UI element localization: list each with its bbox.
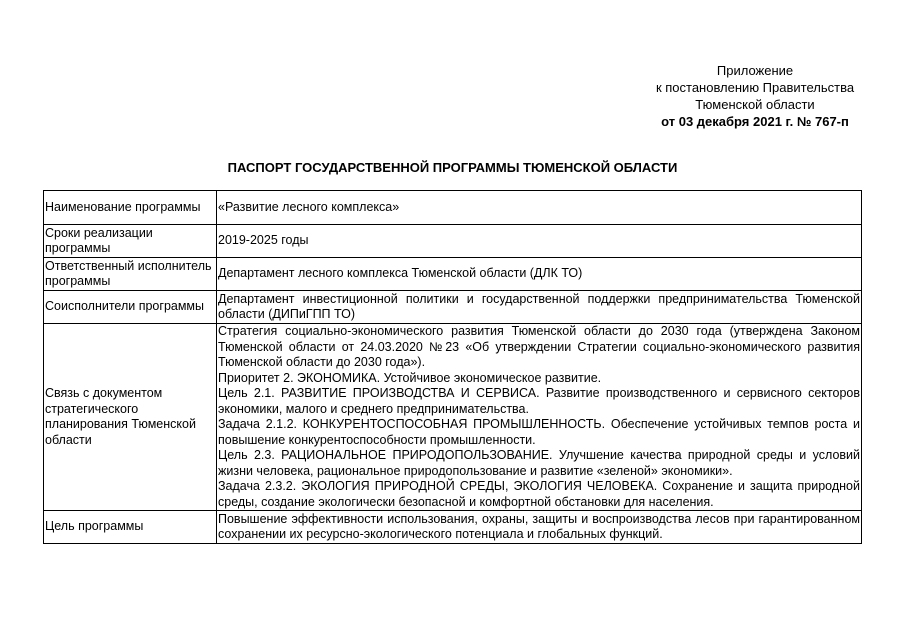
row-label-responsible: Ответственный исполнитель программы bbox=[44, 258, 217, 291]
row-label-coexecutors: Соисполнители программы bbox=[44, 291, 217, 324]
value-paragraph: Задача 2.1.2. КОНКУРЕНТОСПОСОБНАЯ ПРОМЫШЛЕННОСТЬ. Обеспечение устойчивых темпов роста и повышение конкурентоспособности промышленности. bbox=[218, 417, 860, 447]
row-label-program-goal: Цель программы bbox=[44, 511, 217, 544]
value-paragraph: Задача 2.3.2. ЭКОЛОГИЯ ПРИРОДНОЙ СРЕДЫ, ЭКОЛОГИЯ ЧЕЛОВЕКА. Сохранение и защита природной среды, создание экологически безопасной и комфортной обстановки для населения. bbox=[218, 479, 860, 509]
value-paragraph: Приоритет 2. ЭКОНОМИКА. Устойчивое экономическое развитие. bbox=[218, 370, 602, 385]
table-row bbox=[44, 258, 862, 291]
value-paragraph: Повышение эффективности использования, охраны, защиты и воспроизводства лесов при гарантированном сохранении их ресурсно-экологического потенциала и глобальных функций. bbox=[218, 511, 860, 541]
row-value-terms bbox=[217, 225, 862, 258]
value-paragraph: Стратегия социально-экономического развития Тюменской области до 2030 года (утверждена Законом Тюменской области от 24.03.2020 №23 «Об утверждении Стратегии социально-экономического развития Тюменской области до 2030 года»). bbox=[218, 324, 860, 369]
value-paragraph: «Развитие лесного комплекса» bbox=[218, 199, 400, 214]
row-value-program-goal bbox=[217, 511, 862, 544]
row-label-program-name: Наименование программы bbox=[44, 191, 217, 225]
value-paragraph: 2019-2025 годы bbox=[218, 233, 309, 248]
appendix-resolution-line: к постановлению Правительства bbox=[655, 80, 855, 95]
passport-table bbox=[43, 190, 862, 544]
table-row bbox=[44, 324, 862, 511]
row-value-coexecutors bbox=[217, 291, 862, 324]
row-value-responsible bbox=[217, 258, 862, 291]
row-label-terms: Сроки реализации программы bbox=[44, 225, 217, 258]
table-row bbox=[44, 225, 862, 258]
appendix-title: Приложение bbox=[716, 63, 794, 78]
value-paragraph: Цель 2.1. РАЗВИТИЕ ПРОИЗВОДСТВА И СЕРВИСА. Развитие производственного и сервисного секторов экономики, малого и среднего предпринимательства. bbox=[218, 386, 860, 416]
row-value-strategic-link bbox=[217, 324, 862, 511]
value-paragraph: Цель 2.3. РАЦИОНАЛЬНОЕ ПРИРОДОПОЛЬЗОВАНИЕ. Улучшение качества природной среды и условий жизни человека, рациональное природопользование и развитие «зеленой» экономики». bbox=[218, 448, 860, 478]
row-value-program-name bbox=[217, 191, 862, 225]
table-row bbox=[44, 291, 862, 324]
value-paragraph: Департамент лесного комплекса Тюменской области (ДЛК ТО) bbox=[218, 266, 583, 281]
appendix-region-line: Тюменской области bbox=[695, 97, 815, 112]
value-paragraph: Департамент инвестиционной политики и государственной поддержки предпринимательства Тюменской области (ДИПиГПП ТО) bbox=[218, 291, 860, 321]
appendix-date-number: от 03 декабря 2021 г. № 767-п bbox=[661, 114, 849, 129]
table-row bbox=[44, 191, 862, 225]
table-row bbox=[44, 511, 862, 544]
row-label-strategic-link: Связь с документом стратегического планирования Тюменской области bbox=[44, 324, 217, 511]
appendix-header bbox=[620, 62, 890, 130]
document-title: ПАСПОРТ ГОСУДАРСТВЕННОЙ ПРОГРАММЫ ТЮМЕНСКОЙ ОБЛАСТИ bbox=[227, 160, 678, 175]
